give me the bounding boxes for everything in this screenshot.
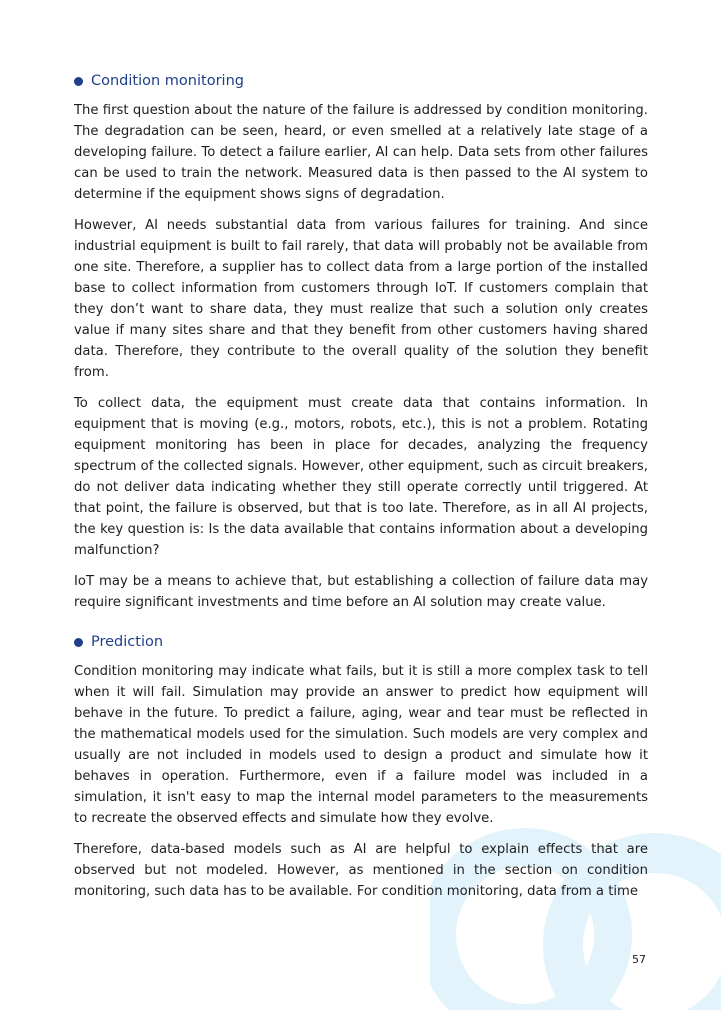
paragraph: To collect data, the equipment must create data that contains information. In equipment that is moving (e.g., motors, robots, etc.), this is not a problem. Rotating equipment monitoring has been in place for decades, analyzing the frequency spectrum of the collected signals. However, other equipment, such as circuit breakers, do not deliver data indicating whether they still operate correctly until triggered. At that point, the failure is observed, but that is too late. Therefore, as in all AI projects, the key question is: Is the data available that contains information about a developing malfunction? <box>74 396 648 558</box>
page-number: 57 <box>632 953 646 966</box>
paragraph: However, AI needs substantial data from various failures for training. And since industrial equipment is built to fail rarely, that data will probably not be available from one site. Therefore, a supplier has to collect data from a large portion of the installed base to collect information from customers through IoT. If customers complain that they don’t want to share data, they must realize that such a solution only creates value if many sites share and that they benefit from other customers having shared data. Therefore, they contribute to the overall quality of the solution they benefit from. <box>74 218 648 380</box>
paragraph: Therefore, data-based models such as AI are helpful to explain effects that are observed but not modeled. However, as mentioned in the section on condition monitoring, such data has to be available. For condition monitoring, data from a time <box>74 842 648 899</box>
heading-text: Condition monitoring <box>91 73 244 89</box>
paragraph: Condition monitoring may indicate what fails, but it is still a more complex task to tell when it will fail. Simulation may provide an answer to predict how equipment will behave in the future. To predict a failure, aging, wear and tear must be reflected in the mathematical models used for the simulation. Such models are very complex and usually are not included in models used to design a product and simulate how it behaves in operation. Furthermore, even if a failure model was included in a simulation, it isn't easy to map the internal model parameters to the measurements to recreate the observed effects and simulate how they evolve. <box>74 664 648 826</box>
bullet-icon <box>74 638 83 647</box>
section-heading <box>74 631 648 653</box>
section-heading <box>74 70 648 92</box>
paragraph: The first question about the nature of the failure is addressed by condition monitoring. The degradation can be seen, heard, or even smelled at a relatively late stage of a developing failure. To detect a failure earlier, AI can help. Data sets from other failures can be used to train the network. Measured data is then passed to the AI system to determine if the equipment shows signs of degradation. <box>74 103 648 202</box>
paragraph: IoT may be a means to achieve that, but establishing a collection of failure data may require significant investments and time before an AI solution may create value. <box>74 574 648 610</box>
page-content <box>74 70 648 912</box>
section-prediction <box>74 631 648 902</box>
heading-text: Prediction <box>91 634 164 650</box>
section-condition-monitoring <box>74 70 648 613</box>
bullet-icon <box>74 77 83 86</box>
